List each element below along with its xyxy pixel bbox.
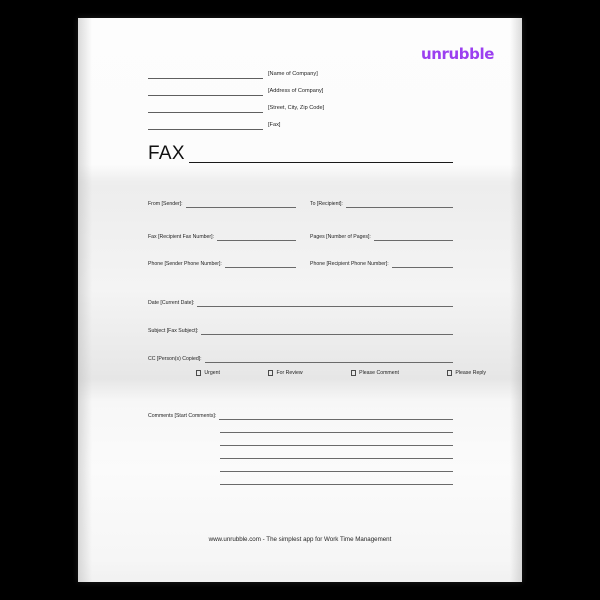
field-subject-input[interactable] xyxy=(201,327,453,335)
field-comments xyxy=(148,410,453,420)
field-phone-recipient-label: Phone [Recipient Phone Number]: xyxy=(310,261,389,267)
paper-content xyxy=(78,18,522,582)
fax-title-rule xyxy=(189,148,453,163)
header-rule-street[interactable] xyxy=(148,103,263,113)
footer-text: www.unrubble.com - The simplest app for Work Time Management xyxy=(208,536,392,543)
comments-block xyxy=(148,410,453,485)
field-comments-label: Comments [Start Comments]: xyxy=(148,413,217,419)
checkbox-for-review-box[interactable] xyxy=(268,370,273,375)
field-pages-input[interactable] xyxy=(374,233,453,241)
header-label-name: [Name of Company] xyxy=(268,71,318,77)
checkbox-urgent-box[interactable] xyxy=(196,370,201,375)
field-comments-input[interactable] xyxy=(219,412,453,420)
field-from xyxy=(148,198,296,208)
field-fax xyxy=(148,231,296,241)
header-label-street: [Street, City, Zip Code] xyxy=(268,105,325,111)
field-to-label: To [Recipient]: xyxy=(310,201,343,207)
field-from-input[interactable] xyxy=(186,200,296,208)
checkbox-urgent[interactable] xyxy=(196,370,220,376)
comments-line-3[interactable] xyxy=(220,433,453,446)
comments-line-5[interactable] xyxy=(220,459,453,472)
fax-title-block xyxy=(148,144,453,163)
field-phone-sender-input[interactable] xyxy=(225,260,296,268)
field-pages xyxy=(310,231,453,241)
comments-line-6[interactable] xyxy=(220,472,453,485)
header-line-fax xyxy=(148,117,468,130)
checkbox-please-reply-label: Please Reply xyxy=(455,370,486,376)
field-fax-input[interactable] xyxy=(217,233,296,241)
company-header-block xyxy=(148,66,468,134)
header-line-name xyxy=(148,66,468,79)
field-subject-label: Subject [Fax Subject]: xyxy=(148,328,199,334)
header-rule-address[interactable] xyxy=(148,86,263,96)
field-date xyxy=(148,297,453,307)
field-date-input[interactable] xyxy=(197,299,453,307)
field-date-label: Date [Current Date]: xyxy=(148,300,195,306)
page-title: FAX xyxy=(148,143,185,164)
checkbox-please-comment-label: Please Comment xyxy=(359,370,399,376)
field-cc-input[interactable] xyxy=(205,355,453,363)
field-fax-label: Fax [Recipient Fax Number]: xyxy=(148,234,215,240)
header-line-address xyxy=(148,83,468,96)
field-to xyxy=(310,198,453,208)
header-rule-name[interactable] xyxy=(148,69,263,79)
field-phone-sender xyxy=(148,258,296,268)
checkbox-please-comment[interactable] xyxy=(351,370,399,376)
field-phone-recipient-input[interactable] xyxy=(392,260,453,268)
fax-form-paper xyxy=(78,18,522,582)
comments-line-4[interactable] xyxy=(220,446,453,459)
checkbox-for-review-label: For Review xyxy=(276,370,303,376)
field-from-label: From [Sender]: xyxy=(148,201,183,207)
checkbox-please-reply[interactable] xyxy=(447,370,486,376)
field-cc xyxy=(148,353,453,363)
comments-line-2[interactable] xyxy=(220,420,453,433)
header-rule-fax[interactable] xyxy=(148,120,263,130)
field-phone-recipient xyxy=(310,258,453,268)
field-pages-label: Pages [Number of Pages]: xyxy=(310,234,371,240)
field-to-input[interactable] xyxy=(346,200,453,208)
header-line-street xyxy=(148,100,468,113)
unrubble-logo: unrubble xyxy=(420,45,494,63)
checkbox-row xyxy=(196,370,486,376)
header-label-address: [Address of Company] xyxy=(268,88,324,94)
field-cc-label: CC [Person(s) Copied]: xyxy=(148,356,202,362)
checkbox-please-comment-box[interactable] xyxy=(351,370,356,375)
field-phone-sender-label: Phone [Sender Phone Number]: xyxy=(148,261,222,267)
checkbox-for-review[interactable] xyxy=(268,370,303,376)
field-subject xyxy=(148,325,453,335)
header-label-fax: [Fax] xyxy=(268,122,281,128)
checkbox-urgent-label: Urgent xyxy=(204,370,220,376)
checkbox-please-reply-box[interactable] xyxy=(447,370,452,375)
